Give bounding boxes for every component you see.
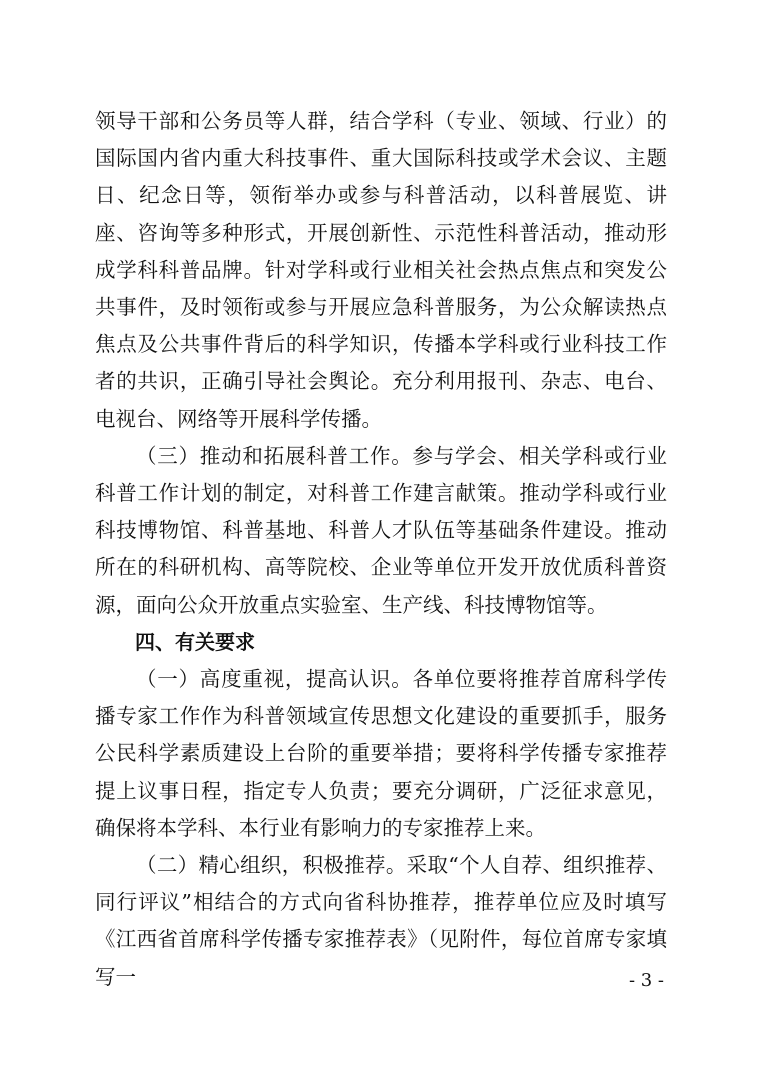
body-text [95, 103, 667, 996]
paragraph-continuation: 领导干部和公务员等人群，结合学科（专业、领域、行业）的国际国内省内重大科技事件、重大国际科技或学术会议、主题日、纪念日等，领衔举办或参与科普活动，以科普展览、讲座、咨询等多种形式，开展创新性、示范性科普活动，推动形成学科科普品牌。针对学科或行业相关社会热点焦点和突发公共事件，及时领衔或参与开展应急科普服务，为公众解读热点焦点及公共事件背后的科学知识，传播本学科或行业科技工作者的共识，正确引导社会舆论。充分利用报刊、杂志、电台、电视台、网络等开展科学传播。 [95, 109, 667, 431]
section-heading-requirements: 四、有关要求 [135, 629, 255, 654]
paragraph-requirement-one: （一）高度重视，提高认识。各单位要将推荐首席科学传播专家工作作为科普领域宣传思想文化建设的重要抓手，服务公民科学素质建设上台阶的重要举措；要将科学传播专家推荐提上议事日程，指定专人负责；要充分调研，广泛征求意见，确保将本学科、本行业有影响力的专家推荐上来。 [95, 667, 667, 840]
page-number: - 3 - [628, 970, 664, 991]
paragraph-section-three: （三）推动和拓展科普工作。参与学会、相关学科或行业科普工作计划的制定，对科普工作建言献策。推动学科或行业科技博物馆、科普基地、科普人才队伍等基础条件建设。推动所在的科研机构、高等院校、企业等单位开发开放优质科普资源，面向公众开放重点实验室、生产线、科技博物馆等。 [95, 443, 667, 617]
paragraph-requirement-two: （二）精心组织，积极推荐。采取“个人自荐、组织推荐、同行评议”相结合的方式向省科协推荐，推荐单位应及时填写《江西省首席科学传播专家推荐表》（见附件，每位首席专家填写一 [95, 853, 667, 989]
